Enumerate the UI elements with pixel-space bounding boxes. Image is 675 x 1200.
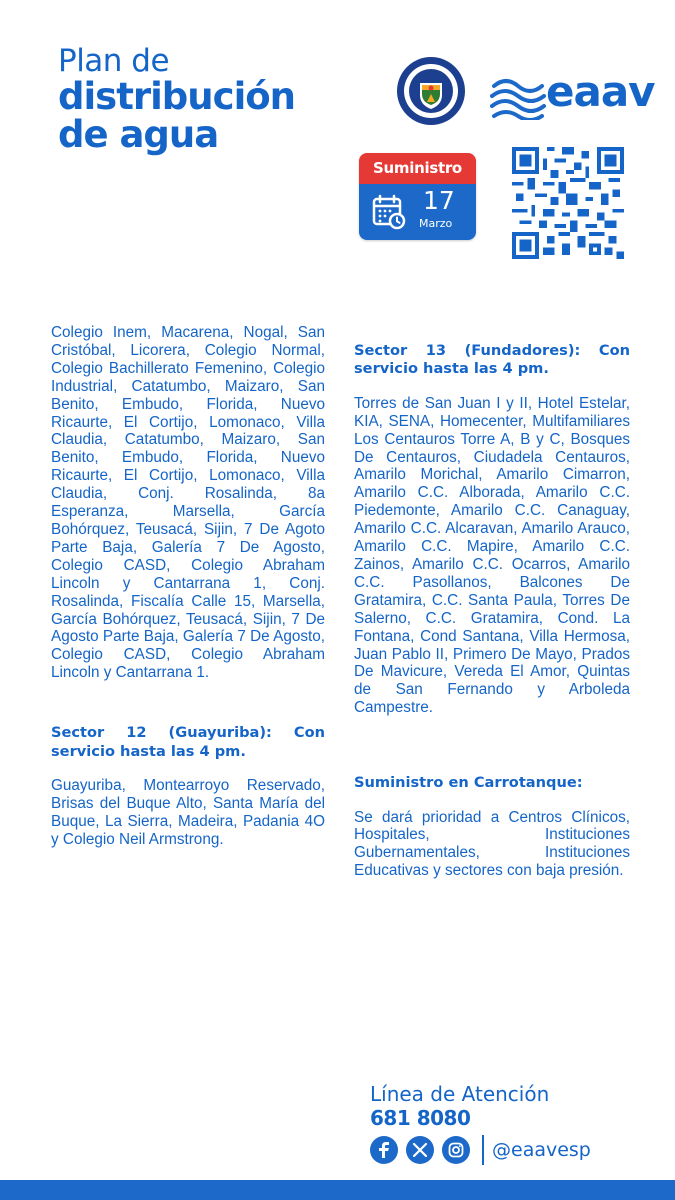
eaav-wordmark: eaav — [546, 67, 655, 116]
x-icon[interactable] — [406, 1136, 434, 1164]
sector-12-heading: Sector 12 (Guayuriba): Con servicio hasta las 4 pm. — [51, 724, 325, 760]
title-line-1: Plan de — [58, 43, 170, 79]
title-line-2: distribución — [58, 75, 296, 118]
instagram-icon[interactable] — [442, 1136, 470, 1164]
facebook-icon[interactable] — [370, 1136, 398, 1164]
left-column — [51, 324, 325, 849]
sector-13-text: Torres de San Juan I y II, Hotel Estelar, KIA, SENA, Homecenter, Multifamiliares Los Centauros Torre A, B y C, Bosques De Centauros, Ciudadela Centauros, Amarilo Morichal, Amarilo Cimarron, Amarilo C.C. Alborada, Amarilo C.C. Piedemonte, Amarilo C.C. Canaguay, Amarilo C.C. Alcaravan, Amarilo Arauco, Amarilo C.C. Mapire, Amarilo C.C. Zainos, Amarilo C.C. Ocarros, Amarilo C.C. Pasollanos, Balcones De Gratamira, C.C. Santa Paula, Torres De Salerno, C.C. Gratamira, Cond. La Fontana, Cond Santana, Villa Hermosa, Juan Pablo II, Primero De Mayo, Prados De Mavicure, Vereda El Amor, Quintas de San Fernando y Arboleda Campestre. — [354, 394, 630, 717]
title-line-3: de agua — [58, 113, 219, 156]
contact-label: Línea de Atención — [370, 1082, 550, 1106]
supply-label: Suministro — [359, 153, 476, 184]
right-column — [354, 342, 630, 880]
supply-day: 17 — [423, 186, 455, 215]
carrotanque-text: Se dará prioridad a Centros Clínicos, Hospitales, Instituciones Gubernamentales, Instituciones Educativas y sectores con baja presión. — [354, 808, 630, 880]
contact-block — [370, 1082, 549, 1130]
alcaldia-seal-logo — [396, 56, 466, 126]
calendar-icon — [371, 194, 407, 230]
page-title — [58, 44, 295, 154]
sector-13-heading: Sector 13 (Fundadores): Con servicio hasta las 4 pm. — [354, 342, 630, 378]
social-divider — [482, 1135, 484, 1165]
sector-list-text: Colegio Inem, Macarena, Nogal, San Cristóbal, Licorera, Colegio Normal, Colegio Bachillerato Femenino, Colegio Industrial, Catatumbo, Maizaro, San Benito, Embudo, Florida, Nuevo Ricaurte, El Cortijo, Lomonaco, Villa Claudia, Catatumbo, Maizaro, San Benito, Embudo, Florida, Nuevo Ricaurte, El Cortijo, Lomonaco, Villa Claudia, Conj. Rosalinda, 8a Esperanza, Marsella, García Bohórquez, Teusacá, Sijin, 7 De Agoto Parte Baja, Galería 7 De Agosto, Colegio CASD, Colegio Abraham Lincoln y Cantarrana 1, Conj. Rosalinda, Fiscalía Calle 15, Marsella, García Bohórquez, Teusacá, Sijin, 7 De Agosto Parte Baja, Galería 7 De Agosto, Colegio CASD, Colegio Abraham Lincoln y Cantarrana 1. — [51, 324, 325, 682]
supply-date-badge — [359, 153, 476, 240]
supply-month: Marzo — [419, 217, 453, 230]
qr-code[interactable] — [509, 147, 627, 259]
social-handle[interactable]: @eaavesp — [492, 1139, 591, 1161]
bottom-bar — [0, 1180, 675, 1200]
carrotanque-heading: Suministro en Carrotanque: — [354, 774, 583, 792]
contact-phone[interactable]: 681 8080 — [370, 1106, 471, 1130]
social-bar — [370, 1136, 591, 1164]
sector-12-text: Guayuriba, Montearroyo Reservado, Brisas del Buque Alto, Santa María del Buque, La Sierra, Madeira, Padania 4O y Colegio Neil Armstrong. — [51, 776, 325, 848]
